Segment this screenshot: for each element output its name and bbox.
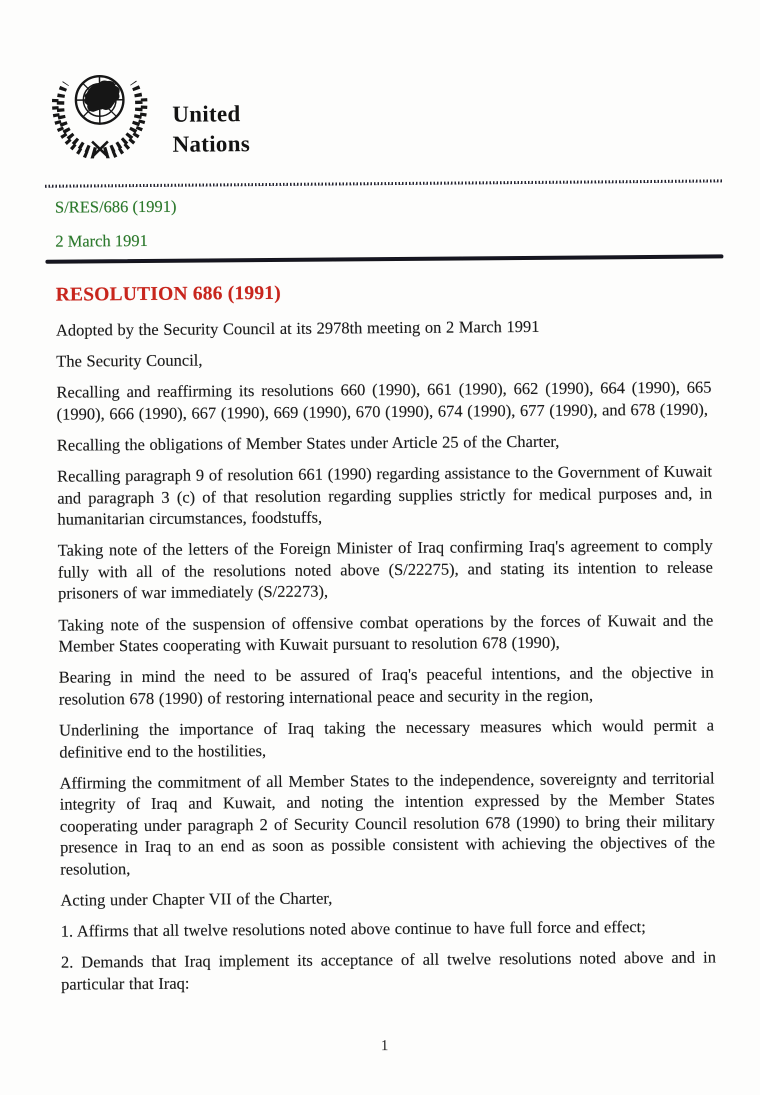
preamble-paragraph-5: Taking note of the suspension of offensive combat operations by the forces of Kuwait and the Member States cooperating with Kuwait pursuant to resolution 678 (1990), <box>58 610 714 656</box>
operative-paragraph-1: 1. Affirms that all twelve resolutions noted above continue to have full force and effect; <box>60 917 646 941</box>
preamble-paragraph-3: Recalling paragraph 9 of resolution 661 (1990) regarding assistance to the Government of Kuwait and paragraph 3 (c) of that resolution regarding supplies strictly for medical purposes and, in humanitarian circumstances, foodstuffs, <box>57 461 713 529</box>
preamble-paragraph-2: Recalling the obligations of Member States under Article 25 of the Charter, <box>56 431 560 455</box>
preamble-paragraph-1: Recalling and reaffirming its resolutions 660 (1990), 661 (1990), 662 (1990), 664 (1990), 665 (1990), 666 (1990), 667 (1990), 669 (1990), 670 (1990), 674 (1990), 677 (1990), and 678 (1990), <box>56 377 712 424</box>
org-name <box>172 99 250 160</box>
document-symbol: S/RES/686 (1991) <box>54 196 177 217</box>
document-date: 2 March 1991 <box>55 230 148 251</box>
resolution-body <box>56 280 717 1005</box>
page-number: 1 <box>380 1038 389 1055</box>
header-divider-solid <box>45 254 723 263</box>
preamble-paragraph-6: Bearing in mind the need to be assured of Iraq's peaceful intentions, and the objective in resolution 678 (1990) of restoring international peace and security in the region, <box>58 662 714 709</box>
org-name-line1: United <box>172 101 241 127</box>
opening-line: The Security Council, <box>56 350 203 371</box>
preamble-paragraph-7: Underlining the importance of Iraq taking the necessary measures which would permit a definitive end to the hostilities, <box>59 715 715 762</box>
header-divider-dotted <box>45 179 723 187</box>
un-emblem-icon <box>50 59 150 159</box>
preamble-paragraph-9: Acting under Chapter VII of the Charter, <box>60 888 333 910</box>
adoption-line: Adopted by the Security Council at its 2978th meeting on 2 March 1991 <box>55 316 540 340</box>
org-name-line2: Nations <box>172 131 251 157</box>
preamble-paragraph-4: Taking note of the letters of the Foreign Minister of Iraq confirming Iraq's agreement to comply fully with all of the resolutions noted above (S/22275), and stating its intention to release prisoners of war immediately (S/22273), <box>57 535 713 604</box>
resolution-title: RESOLUTION 686 (1991) <box>55 282 282 306</box>
operative-paragraph-2: 2. Demands that Iraq implement its acceptance of all twelve resolutions noted above and in particular that Iraq: <box>60 947 716 994</box>
preamble-paragraph-8: Affirming the commitment of all Member States to the independence, sovereignty and territorial integrity of Iraq and Kuwait, and noting the intention expressed by the Member States cooperating under paragraph 2 of Security Council resolution 678 (1990) to bring their military presence in Iraq to an end as soon as possible consistent with achieving the objectives of the resolution, <box>59 768 716 879</box>
